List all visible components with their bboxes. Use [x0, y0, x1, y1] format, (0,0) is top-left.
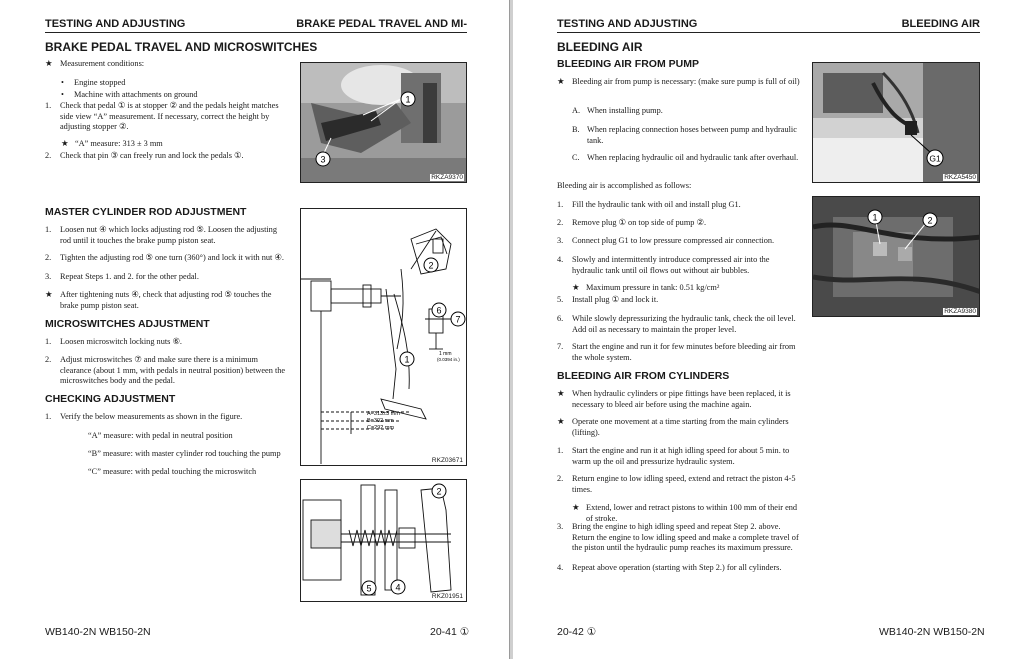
callout-label: 2 [428, 260, 434, 271]
step-text: Adjust microswitches ⑦ and make sure there is a minimum clearance (about 1 mm, with pedals in neutral position) between the microswitches body and the pedal. [60, 355, 286, 385]
condition-text: Machine with attachments on ground [74, 90, 198, 99]
footer-model: WB140-2N WB150-2N [879, 626, 985, 638]
step-item [557, 522, 802, 554]
case-text: When installing pump. [587, 106, 663, 115]
step-item [45, 272, 290, 283]
case-item [572, 153, 802, 164]
step-number: 1. [45, 337, 52, 346]
callout-label: 1 [404, 354, 410, 365]
footer-page-number: 20-41 ① [430, 626, 470, 638]
callout-label: 4 [395, 582, 401, 593]
step-number: 2. [45, 253, 52, 262]
section-title: CHECKING ADJUSTMENT [45, 393, 176, 405]
dimension-label: A=313±3 mm [367, 411, 400, 417]
measure-note [61, 139, 291, 150]
note-text: After tightening nuts ④, check that adjusting rod ⑤ touches the brake pump piston seat. [60, 290, 272, 310]
case-letter: B. [572, 125, 580, 134]
pump-photo-figure [812, 62, 980, 183]
step-item [45, 412, 290, 423]
step-number: 6. [557, 314, 564, 323]
pump-photo-illustration [813, 63, 980, 183]
step-text: Loosen microswitch locking nuts ⑥. [60, 337, 182, 346]
header-section: TESTING AND ADJUSTING [557, 18, 698, 30]
step-item [45, 337, 290, 348]
condition-item [61, 90, 291, 101]
star-icon: ★ [61, 139, 69, 148]
left-page [0, 0, 509, 659]
dimension-label: B=302 mm [367, 418, 394, 424]
step-item [557, 446, 802, 467]
pump-plug-figure [812, 196, 980, 317]
step-item [45, 151, 290, 162]
step-item [557, 314, 802, 335]
star-icon: ★ [45, 59, 53, 68]
header-section: TESTING AND ADJUSTING [45, 18, 186, 30]
step-number: 3. [45, 272, 52, 281]
callout-label: 3 [320, 154, 326, 165]
case-text: When replacing connection hoses between pump and hydraulic tank. [587, 125, 797, 145]
intro-text: Bleeding air is accomplished as follows: [557, 181, 692, 190]
step-text: Remove plug ① on top side of pump ②. [572, 218, 707, 227]
step-number: 4. [557, 255, 564, 264]
step-text: Connect plug G1 to low pressure compressed air connection. [572, 236, 775, 245]
step-number: 2. [557, 474, 564, 483]
step-number: 3. [557, 522, 564, 531]
section-title: MICROSWITCHES ADJUSTMENT [45, 318, 210, 330]
callout-label: 6 [436, 305, 442, 316]
step-number: 1. [45, 225, 52, 234]
step-number: 1. [45, 412, 52, 421]
step-text: Verify the below measurements as shown in the figure. [60, 412, 243, 421]
step-item [557, 255, 802, 276]
step-text: Slowly and intermittently introduce compressed air into the hydraulic tank until oil flows out without air bubbles. [572, 255, 770, 275]
page-title: BLEEDING AIR [557, 40, 643, 54]
callout-label: G1 [929, 153, 941, 164]
right-page [513, 0, 1024, 659]
step-number: 1. [45, 101, 52, 110]
measure-line: “C” measure: with pedal touching the microswitch [88, 467, 257, 476]
step-text: Fill the hydraulic tank with oil and install plug G1. [572, 200, 741, 209]
star-icon: ★ [557, 389, 565, 398]
callout-label: 7 [455, 314, 461, 325]
bullet-icon: • [61, 78, 64, 87]
step-text: Repeat Steps 1. and 2. for the other pedal. [60, 272, 199, 281]
step-number: 4. [557, 563, 564, 572]
case-item [572, 106, 802, 117]
step-text: Repeat above operation (starting with Step 2.) for all cylinders. [572, 563, 782, 572]
step-text: Install plug ① and lock it. [572, 295, 659, 304]
step-number: 2. [557, 218, 564, 227]
step-item [45, 225, 290, 246]
step-number: 3. [557, 236, 564, 245]
figure-caption: RKZ03671 [431, 457, 463, 464]
page-header [45, 17, 467, 33]
measure-line: “B” measure: with master cylinder rod touching the pump [88, 449, 281, 458]
step-number: 5. [557, 295, 564, 304]
step-item [557, 218, 802, 229]
master-cylinder-drawing [301, 480, 467, 602]
bullet-icon: • [61, 90, 64, 99]
step-item [45, 355, 290, 387]
figure-caption: RKZA9380 [944, 308, 976, 315]
star-icon: ★ [572, 283, 580, 292]
callout-label: 1 [872, 212, 878, 223]
note-item [557, 77, 802, 88]
pedal-photo-illustration [301, 63, 467, 183]
measure-text: Extend, lower and retract pistons to within 100 mm of their end of stroke. [586, 503, 798, 523]
gap-label: 1 mm [439, 351, 452, 357]
note-text: Operate one movement at a time starting from the main cylinders (lifting). [572, 417, 789, 437]
footer-model: WB140-2N WB150-2N [45, 626, 151, 638]
measure-line: “A” measure: with pedal in neutral position [88, 431, 233, 440]
step-item [557, 563, 802, 574]
header-topic: BRAKE PEDAL TRAVEL AND MI- [296, 18, 467, 30]
step-text: Loosen nut ④ which locks adjusting rod ⑤. Loosen the adjusting rod until it touches the brake pump piston seat. [60, 225, 277, 245]
figure-caption: RKZA9370 [431, 174, 463, 181]
measure-note [572, 503, 802, 524]
step-text: Check that pin ③ can freely run and lock the pedals ①. [60, 151, 244, 160]
step-item [45, 253, 290, 264]
case-item [572, 125, 802, 146]
figure-caption: RKZA5450 [944, 174, 976, 181]
pedal-photo-figure [300, 62, 467, 183]
dimension-label: C=292 mm [367, 425, 395, 431]
section-title: MASTER CYLINDER ROD ADJUSTMENT [45, 206, 247, 218]
note-text: When hydraulic cylinders or pipe fittings have been replaced, it is necessary to bleed air before using the machine again. [572, 389, 791, 409]
conditions-note [45, 59, 290, 70]
header-topic: BLEEDING AIR [901, 18, 980, 30]
step-item [557, 342, 802, 363]
note-item [557, 417, 802, 438]
step-number: 2. [45, 151, 52, 160]
gap-label: (0.0394 in.) [437, 357, 460, 362]
section-title: BLEEDING AIR FROM PUMP [557, 58, 699, 70]
star-icon: ★ [557, 77, 565, 86]
note-item [45, 290, 290, 311]
measure-text: “A” measure: 313 ± 3 mm [75, 139, 163, 148]
footer-page-number: 20-42 ① [557, 626, 597, 638]
step-item [557, 200, 802, 211]
step-text: Start the engine and run it for few minutes before bleeding air from the whole system. [572, 342, 796, 362]
note-text: Bleeding air from pump is necessary: (make sure pump is full of oil) [572, 77, 800, 86]
measure-note [572, 283, 802, 294]
step-item [557, 474, 802, 495]
step-number: 2. [45, 355, 52, 364]
case-letter: C. [572, 153, 580, 162]
measure-text: Maximum pressure in tank: 0.51 kg/cm² [586, 283, 720, 292]
step-number: 7. [557, 342, 564, 351]
case-text: When replacing hydraulic oil and hydraulic tank after overhaul. [587, 153, 799, 162]
star-icon: ★ [572, 503, 580, 512]
case-letter: A. [572, 106, 581, 115]
step-text: Start the engine and run it at high idling speed for about 5 min. to warm up the oil and pressurize hydraulic system. [572, 446, 790, 466]
figure-caption: RKZ01951 [431, 593, 463, 600]
star-icon: ★ [557, 417, 565, 426]
step-text: Check that pedal ① is at stopper ② and the pedals height matches side view “A” measurement. If necessary, correct the height by adjusting stopper ②. [60, 101, 279, 131]
step-item [557, 295, 802, 306]
step-text: Tighten the adjusting rod ⑤ one turn (360°) and lock it with nut ④. [60, 253, 284, 262]
condition-item [61, 78, 291, 89]
step-text: Return engine to low idling speed, extend and retract the piston 4-5 times. [572, 474, 796, 494]
callout-label: 2 [436, 486, 442, 497]
step-number: 1. [557, 200, 564, 209]
section-title: BLEEDING AIR FROM CYLINDERS [557, 370, 730, 382]
pedal-linkage-figure [300, 208, 467, 466]
conditions-label: Measurement conditions: [60, 59, 145, 68]
callout-label: 2 [927, 215, 933, 226]
page-title: BRAKE PEDAL TRAVEL AND MICROSWITCHES [45, 40, 318, 54]
star-icon: ★ [45, 290, 53, 299]
step-item [45, 101, 290, 133]
step-number: 1. [557, 446, 564, 455]
callout-label: 1 [405, 94, 411, 105]
note-item [557, 389, 802, 410]
callout-label: 5 [366, 583, 372, 594]
master-cylinder-figure [300, 479, 467, 602]
condition-text: Engine stopped [74, 78, 126, 87]
pedal-linkage-drawing [301, 209, 467, 466]
step-item [557, 236, 802, 247]
pump-plug-illustration [813, 197, 980, 317]
step-text: While slowly depressurizing the hydraulic tank, check the oil level. Add oil as necessary to maintain the proper level. [572, 314, 796, 334]
step-text: Bring the engine to high idling speed and repeat Step 2. above. Return the engine to low idling speed and make a complete travel of the piston until the hydraulic pump reaches its maximum pressure. [572, 522, 799, 552]
page-header [557, 17, 980, 33]
